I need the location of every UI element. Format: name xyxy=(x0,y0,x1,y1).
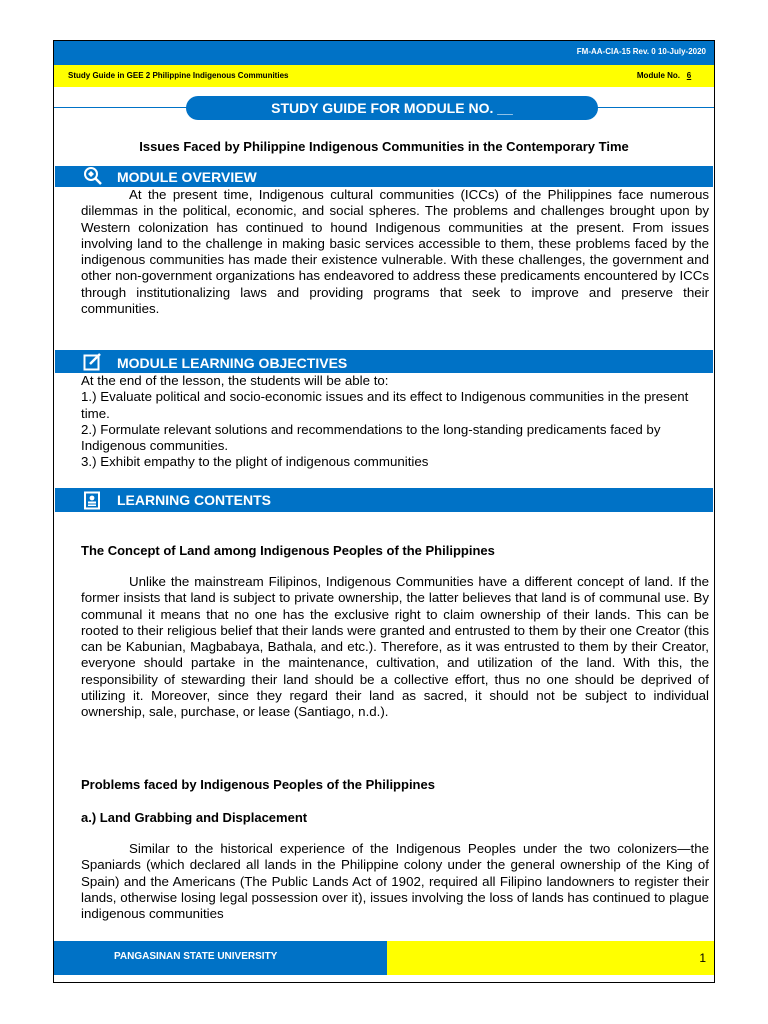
header-blue-bar xyxy=(54,41,714,65)
overview-heading: MODULE OVERVIEW xyxy=(117,169,257,185)
overview-text: At the present time, Indigenous cultural communities (ICCs) of the Philippines face numerous dilemmas in the political, economic, and social spheres. The problems and challenges brought upon by Western colonization has continued to hound Indigenous communities at the present. From issues involving land to the challenge in making basic services accessible to them, these problems faced by the indigenous communities has made their existence vulnerable. With these challenges, the government and other non-government organizations has endeavored to address these predicaments encountered by ICCs through institutionalizing laws and providing programs that seek to improve and preserve their communities. xyxy=(81,187,709,317)
magnifier-icon xyxy=(83,166,101,184)
concept-of-land-text: Unlike the mainstream Filipinos, Indigenous Communities have a different concept of land. If the former insists that land is subject to private ownership, the latter believes that land is of communal use. By communal it means that no one has the exclusive right to claim ownership of their lands. This can be rooted to their religious belief that their lands were granted and entrusted to them by their one Creator (this can be Kabunian, Magbabaya, Bathala, and etc.). Therefore, as it was entrusted to them by their Creator, everyone should partake in the maintenance, cultivation, and utilization of the land. With this, the responsibility of stewarding their land should be a collective effort, thus no one should be deprived of utilizing it. Moreover, since they regard their land as sacred, it should not be subject to individual ownership, sale, purchase, or lease (Santiago, n.d.). xyxy=(81,574,709,720)
contents-section-bar xyxy=(55,488,713,512)
contents-heading: LEARNING CONTENTS xyxy=(117,492,271,508)
objectives-intro: At the end of the lesson, the students will be able to: xyxy=(81,373,389,388)
subsection-title-land-grabbing: a.) Land Grabbing and Displacement xyxy=(81,810,308,825)
university-name: PANGASINAN STATE UNIVERSITY xyxy=(114,951,278,962)
land-grabbing-text: Similar to the historical experience of the Indigenous Peoples under the two colonizers—the Spaniards (which declared all lands in the Philippine colony under the general ownership of the King of Spain) and the Americans (The Public Lands Act of 1902, required all Filipino landowners to register their lands, otherwise losing legal possession over it), issues involving the loss of lands has continued to plague indigenous communities xyxy=(81,841,709,922)
objectives-heading: MODULE LEARNING OBJECTIVES xyxy=(117,355,348,371)
section-title-concept-of-land: The Concept of Land among Indigenous Peoples of the Philippines xyxy=(81,543,495,558)
module-number-value: 6 xyxy=(686,71,692,80)
section-title-problems: Problems faced by Indigenous Peoples of the Philippines xyxy=(81,777,435,792)
document-page xyxy=(53,40,715,983)
main-title: Issues Faced by Philippine Indigenous Communities in the Contemporary Time xyxy=(139,139,629,154)
document-person-icon xyxy=(83,491,101,509)
objective-item: 2.) Formulate relevant solutions and recommendations to the long-standing predicaments faced by Indigenous communities. xyxy=(81,421,661,454)
objective-item: 1.) Evaluate political and socio-economic issues and its effect to Indigenous communities in the present time. xyxy=(81,389,689,421)
page-number: 1 xyxy=(699,951,706,965)
overview-section-bar xyxy=(55,166,713,187)
objectives-list xyxy=(81,373,709,471)
module-number xyxy=(637,71,698,80)
objective-item: 3.) Exhibit empathy to the plight of indigenous communities xyxy=(81,454,429,470)
footer-university xyxy=(54,941,387,975)
guide-title: STUDY GUIDE FOR MODULE NO. __ xyxy=(186,96,598,120)
course-title: Study Guide in GEE 2 Philippine Indigenous Communities xyxy=(68,71,289,80)
header-yellow-bar xyxy=(54,65,714,87)
module-number-label: Module No. xyxy=(636,71,680,80)
footer-page-area xyxy=(387,941,714,975)
pencil-edit-icon xyxy=(83,352,101,370)
objectives-section-bar xyxy=(55,350,713,373)
form-code: FM-AA-CIA-15 Rev. 0 10-July-2020 xyxy=(576,47,706,56)
